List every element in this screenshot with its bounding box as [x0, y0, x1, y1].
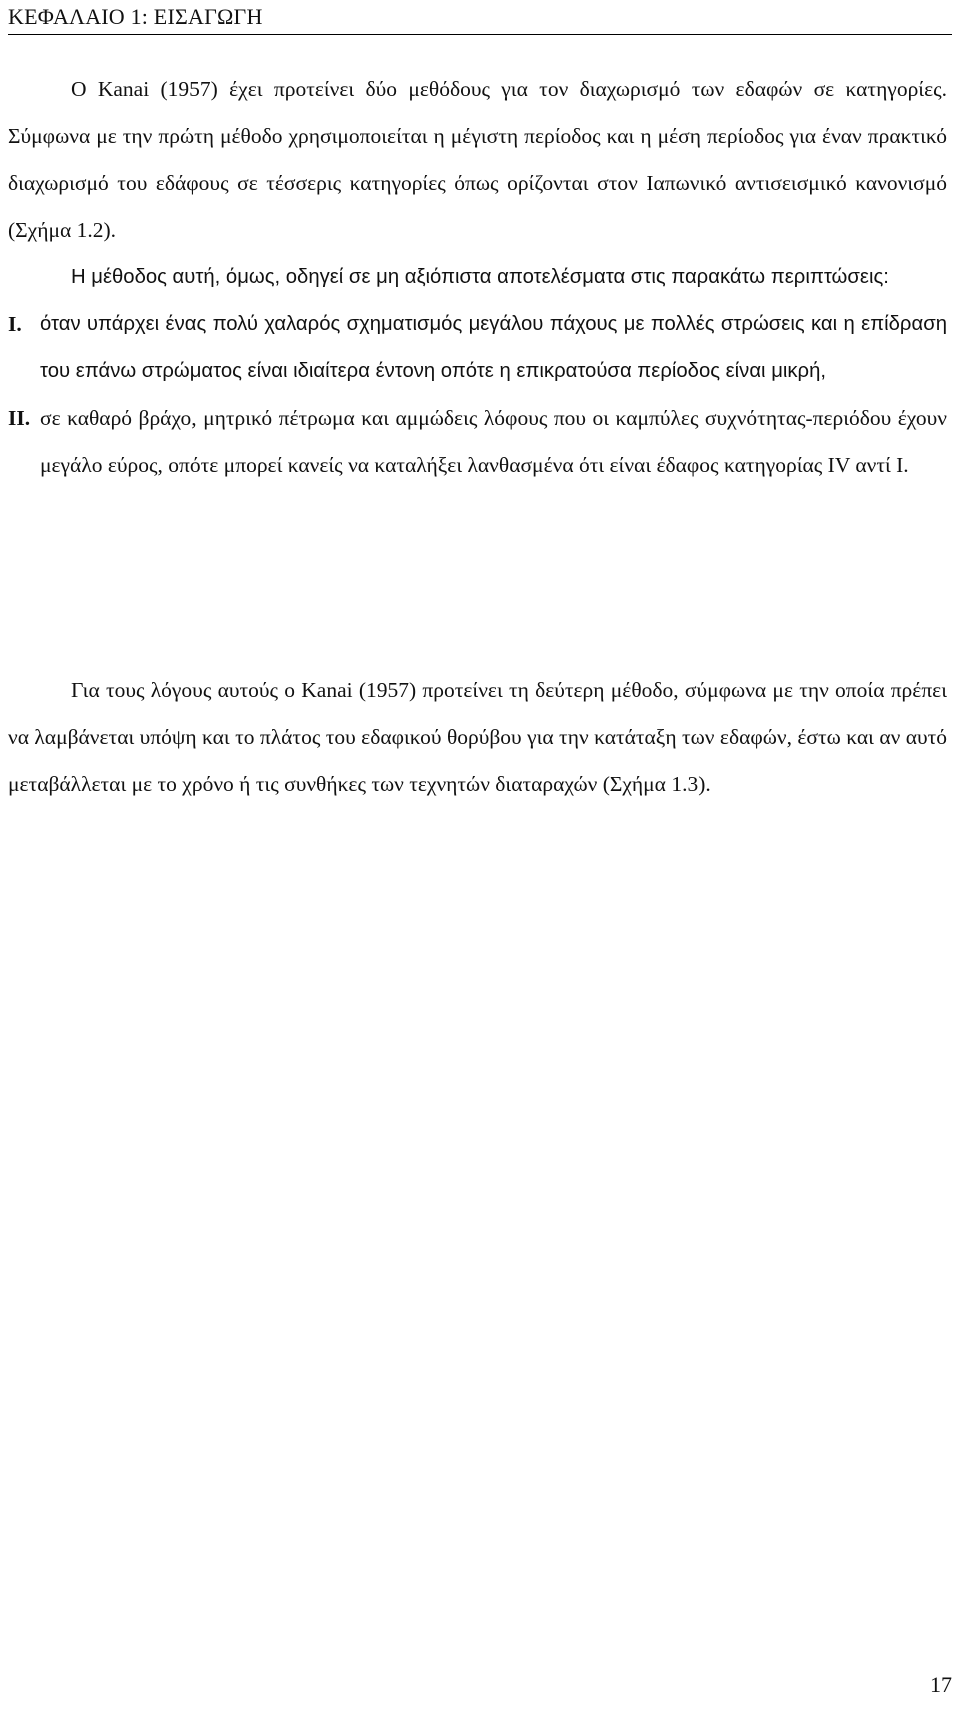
chapter-title: ΚΕΦΑΛΑΙΟ 1: ΕΙΣΑΓΩΓΗ [8, 4, 263, 29]
limitations-list [8, 301, 947, 489]
intro-paragraph: Ο Kanai (1957) έχει προτείνει δύο μεθόδους για τον διαχωρισμό των εδαφών σε κατηγορίες. Σύμφωνα με την πρώτη μέθοδο χρησιμοποιείται η μέγιστη περίοδος και η μέση περίοδος για έναν πρακτικό διαχωρισμό του εδάφους σε τέσσερις κατηγορίες όπως ορίζονται στον Ιαπωνικό αντισεισμικό κανονισμό (Σχήμα 1.2). [8, 77, 947, 242]
chapter-header [8, 0, 952, 35]
list-item-marker: II. [8, 406, 31, 430]
document-body [8, 66, 947, 489]
list-item-text: όταν υπάρχει ένας πολύ χαλαρός σχηματισμός μεγάλου πάχους με πολλές στρώσεις και η επίδραση του επάνω στρώματος είναι ιδιαίτερα έντονη οπότε η επικρατούσα περίοδος είναι μικρή, [40, 313, 947, 382]
page-number: 17 [930, 1672, 952, 1697]
list-item-marker: I. [8, 312, 22, 336]
limitations-paragraph: Η μέθοδος αυτή, όμως, οδηγεί σε μη αξιόπιστα αποτελέσματα στις παρακάτω περιπτώσεις: [71, 266, 889, 288]
list-item [8, 301, 947, 395]
list-item-text: σε καθαρό βράχο, μητρικό πέτρωμα και αμμώδεις λόφους που οι καμπύλες συχνότητας-περιόδου έχουν μεγάλο εύρος, οπότε μπορεί κανείς να καταλήξει λανθασμένα ότι είναι έδαφος κατηγορίας IV αντί I. [40, 406, 947, 477]
second-method-paragraph: Για τους λόγους αυτούς ο Kanai (1957) προτείνει τη δεύτερη μέθοδο, σύμφωνα με την οποία πρέπει να λαμβάνεται υπόψη και το πλάτος του εδαφικού θορύβου για την κατάταξη των εδαφών, έστω και αν αυτό μεταβάλλεται με το χρόνο ή τις συνθήκες των τεχνητών διαταραχών (Σχήμα 1.3). [8, 678, 947, 796]
list-item [8, 395, 947, 489]
